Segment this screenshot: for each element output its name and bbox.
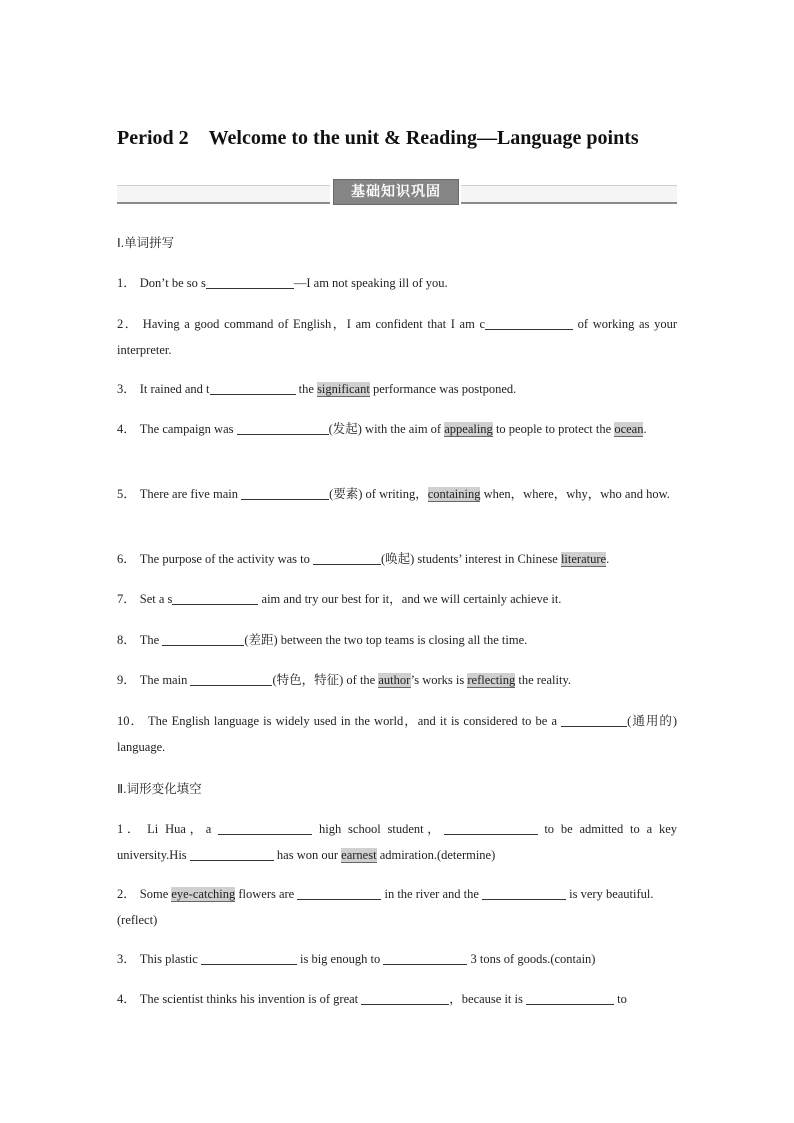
question-text: flowers are xyxy=(235,887,298,901)
question-number: 3． xyxy=(117,382,136,396)
highlighted-word: literature xyxy=(560,552,607,566)
question-text: (通用的) language. xyxy=(117,714,677,754)
question-text: The purpose of the activity was to xyxy=(139,552,313,566)
question-text: (特色，特征) of the xyxy=(272,673,379,687)
question-text: ，because it is xyxy=(449,992,526,1006)
word-form-question-2 xyxy=(117,881,677,933)
answer-blank[interactable] xyxy=(190,845,274,861)
question-text: Some xyxy=(139,887,172,901)
question-text: It rained and t xyxy=(139,382,210,396)
answer-blank[interactable] xyxy=(210,379,296,395)
question-text: in the river and the xyxy=(381,887,483,901)
banner-rule-right xyxy=(461,185,677,204)
question-text: when，where，why，who and how. xyxy=(480,487,670,501)
question-text: Having a good command of English，I am confident that I am c xyxy=(142,317,486,331)
answer-blank[interactable] xyxy=(297,884,381,900)
question-text: The scientist thinks his invention is of great xyxy=(139,992,362,1006)
question-text: The xyxy=(139,633,163,647)
question-text: has won our xyxy=(273,848,342,862)
question-number: 4． xyxy=(117,422,136,436)
question-text: ’s works is xyxy=(410,673,468,687)
answer-blank[interactable] xyxy=(190,670,272,686)
question-1 xyxy=(117,270,677,296)
question-number: 1． xyxy=(117,822,144,836)
question-6 xyxy=(117,546,677,572)
question-number: 9． xyxy=(117,673,136,687)
question-text: the reality. xyxy=(515,673,572,687)
answer-blank[interactable] xyxy=(237,419,329,435)
question-number: 6． xyxy=(117,552,136,566)
question-7 xyxy=(117,586,677,612)
question-4 xyxy=(117,416,677,442)
question-text: This plastic xyxy=(139,952,201,966)
question-text: There are five main xyxy=(139,487,242,501)
answer-blank[interactable] xyxy=(313,549,381,565)
highlighted-word: significant xyxy=(317,382,370,396)
question-text: (唤起) students’ interest in Chinese xyxy=(380,552,561,566)
question-5 xyxy=(117,481,677,507)
question-text: is big enough to xyxy=(296,952,384,966)
answer-blank[interactable] xyxy=(218,819,312,835)
question-number: 8． xyxy=(117,633,136,647)
section-heading-spelling: Ⅰ.单词拼写 xyxy=(117,236,175,250)
question-text: is very beautiful.(reflect) xyxy=(117,887,654,927)
word-form-question-1 xyxy=(117,816,677,868)
question-text: to be admitted to a key university.His xyxy=(117,822,678,862)
highlighted-word: reflecting xyxy=(467,673,516,687)
question-text: The main xyxy=(139,673,191,687)
highlighted-word: eye-catching xyxy=(171,887,236,901)
answer-blank[interactable] xyxy=(206,273,294,289)
word-form-question-3 xyxy=(117,946,677,972)
question-text: 3 tons of goods.(contain) xyxy=(467,952,596,966)
question-text: Set a s xyxy=(139,592,173,606)
question-text: Li Hua，a xyxy=(147,822,219,836)
question-number: 3． xyxy=(117,952,136,966)
question-number: 7． xyxy=(117,592,136,606)
answer-blank[interactable] xyxy=(201,949,297,965)
question-text: (差距) between the two top teams is closing all the time. xyxy=(244,633,528,647)
question-number: 2． xyxy=(117,887,136,901)
section-banner xyxy=(117,179,677,205)
section-heading-word-forms: Ⅱ.词形变化填空 xyxy=(117,782,202,796)
question-text: to people to protect the xyxy=(492,422,615,436)
question-number: 10． xyxy=(117,714,145,728)
page-title: Period 2 Welcome to the unit & Reading—Language points xyxy=(117,127,639,149)
answer-blank[interactable] xyxy=(485,314,573,330)
answer-blank[interactable] xyxy=(444,819,538,835)
banner-label: 基础知识巩固 xyxy=(333,179,459,205)
question-8 xyxy=(117,627,677,653)
question-text: . xyxy=(606,552,610,566)
answer-blank[interactable] xyxy=(361,989,449,1005)
question-text: of working as your interpreter. xyxy=(117,317,677,357)
question-text: the xyxy=(295,382,318,396)
question-text: high school student， xyxy=(312,822,444,836)
highlighted-word: earnest xyxy=(341,848,377,862)
highlighted-word: author xyxy=(378,673,411,687)
question-text: (发起) with the aim of xyxy=(328,422,445,436)
banner-rule-left xyxy=(117,185,330,204)
answer-blank[interactable] xyxy=(241,484,329,500)
question-text: performance was postponed. xyxy=(369,382,517,396)
question-text: —I am not speaking ill of you. xyxy=(293,276,448,290)
question-text: (要素) of writing， xyxy=(329,487,428,501)
answer-blank[interactable] xyxy=(383,949,467,965)
word-form-question-4 xyxy=(117,986,677,1012)
question-number: 2． xyxy=(117,317,139,331)
question-number: 5． xyxy=(117,487,136,501)
question-text: The campaign was xyxy=(139,422,237,436)
question-text: The English language is widely used in the world，and it is considered to be a xyxy=(148,714,562,728)
highlighted-word: containing xyxy=(427,487,481,501)
question-text: . xyxy=(643,422,647,436)
question-text: to xyxy=(613,992,627,1006)
highlighted-word: ocean xyxy=(614,422,644,436)
question-3 xyxy=(117,376,677,402)
answer-blank[interactable] xyxy=(561,711,627,727)
answer-blank[interactable] xyxy=(172,589,258,605)
question-10 xyxy=(117,708,677,760)
question-text: admiration.(determine) xyxy=(376,848,496,862)
question-number: 1． xyxy=(117,276,136,290)
question-9 xyxy=(117,667,677,693)
answer-blank[interactable] xyxy=(526,989,614,1005)
question-text: Don’t be so s xyxy=(139,276,206,290)
highlighted-word: appealing xyxy=(444,422,493,436)
answer-blank[interactable] xyxy=(482,884,566,900)
question-2 xyxy=(117,311,677,363)
question-text: aim and try our best for it，and we will certainly achieve it. xyxy=(258,592,562,606)
answer-blank[interactable] xyxy=(162,630,244,646)
question-number: 4． xyxy=(117,992,136,1006)
